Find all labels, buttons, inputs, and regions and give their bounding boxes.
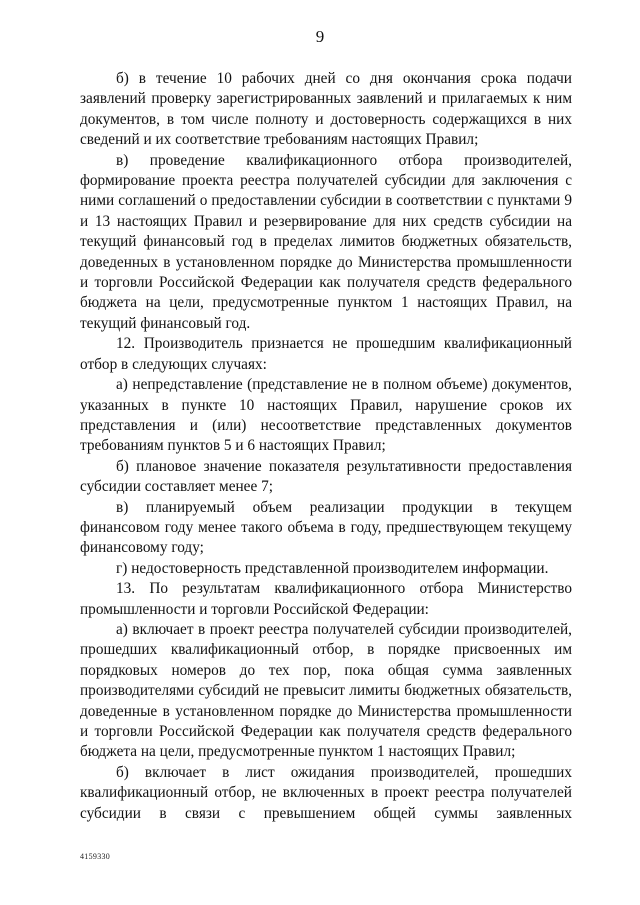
document-code: 4159330 xyxy=(80,852,111,861)
paragraph-12: 12. Производитель признается не прошедшим квалификационный отбор в следующих случаях: xyxy=(80,335,572,373)
paragraph-12v: в) планируемый объем реализации продукции в текущем финансовом году менее такого объема в году, предшествующем текущему финансовому году; xyxy=(80,498,572,557)
document-body xyxy=(80,69,572,824)
paragraph-13b: б) включает в лист ожидания производителей, прошедших квалификационный отбор, не включенных в проект реестра получателей субсидии в связи с превышением общей суммы заявленных xyxy=(80,763,572,822)
paragraph-11v: в) проведение квалификационного отбора производителей, формирование проекта реестра получателей субсидии для заключения с ними соглашений о предоставлении субсидии в соответствии с пунктами 9 и 13 настоящих Правил и резервирование для них средств субсидии на текущий финансовый год в пределах лимитов бюджетных обязательств, доведенных в установленном порядке до Министерства промышленности и торговли Российской Федерации как получателя средств федерального бюджета на цели, предусмотренные пунктом 1 настоящих Правил, на текущий финансовый год. xyxy=(80,151,572,332)
page-number: 9 xyxy=(315,27,325,46)
paragraph-13a: а) включает в проект реестра получателей субсидии производителей, прошедших квалификационный отбор, в порядке присвоенных им порядковых номеров до тех пор, пока общая сумма заявленных производителями субсидий не превысит лимиты бюджетных обязательств, доведенные в установленном порядке до Министерства промышленности и торговли Российской Федерации как получателя средств федерального бюджета на цели, предусмотренные пунктом 1 настоящих Правил; xyxy=(80,620,572,761)
paragraph-12b: б) плановое значение показателя результативности предоставления субсидии составляет менее 7; xyxy=(80,457,572,496)
paragraph-12a: а) непредставление (представление не в полном объеме) документов, указанных в пункте 10 настоящих Правил, нарушение сроков их представления и (или) несоответствие представленных документов требованиям пунктов 5 и 6 настоящих Правил; xyxy=(80,376,572,455)
paragraph-12g: г) недостоверность представленной производителем информации. xyxy=(116,559,549,577)
paragraph-11b: б) в течение 10 рабочих дней со дня окончания срока подачи заявлений проверку зарегистрированных заявлений и прилагаемых к ним документов, в том числе полноту и достоверность содержащихся в них сведений и их соответствие требованиям настоящих Правил; xyxy=(80,70,572,149)
paragraph-13: 13. По результатам квалификационного отбора Министерство промышленности и торговли Российской Федерации: xyxy=(80,580,572,618)
